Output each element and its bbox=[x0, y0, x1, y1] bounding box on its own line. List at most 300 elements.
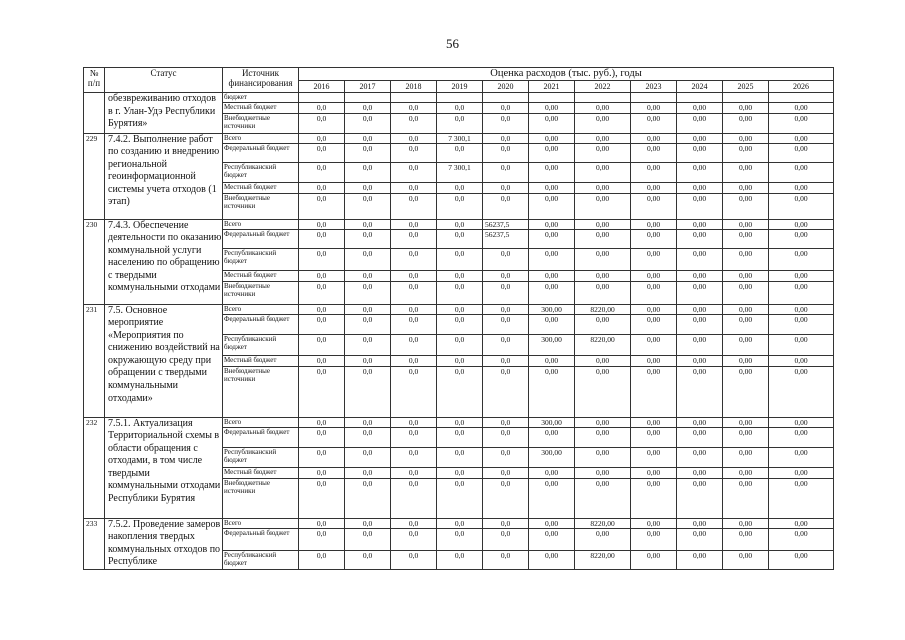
value-cell: 56237,5 bbox=[483, 219, 529, 229]
value-cell: 0,00 bbox=[575, 355, 631, 366]
value-cell: 0,00 bbox=[631, 270, 677, 281]
value-cell: 300,00 bbox=[529, 304, 575, 314]
value-cell bbox=[575, 93, 631, 103]
value-cell: 0,0 bbox=[299, 270, 345, 281]
value-cell: 0,00 bbox=[769, 447, 834, 467]
value-cell: 0,00 bbox=[631, 447, 677, 467]
value-cell: 300,00 bbox=[529, 334, 575, 355]
value-cell: 0,0 bbox=[299, 133, 345, 143]
value-cell: 0,0 bbox=[391, 229, 437, 248]
value-cell: 0,0 bbox=[483, 162, 529, 182]
funding-source: Местный бюджет bbox=[223, 182, 299, 193]
value-cell: 0,0 bbox=[299, 113, 345, 133]
row-number: 230 bbox=[84, 219, 105, 304]
value-cell: 0,00 bbox=[769, 229, 834, 248]
value-cell: 0,00 bbox=[529, 229, 575, 248]
value-cell: 0,0 bbox=[437, 334, 483, 355]
value-cell: 0,00 bbox=[723, 219, 769, 229]
value-cell bbox=[299, 93, 345, 103]
value-cell: 0,00 bbox=[769, 355, 834, 366]
year-header: 2025 bbox=[723, 81, 769, 93]
value-cell: 0,00 bbox=[723, 270, 769, 281]
year-header: 2016 bbox=[299, 81, 345, 93]
year-header: 2026 bbox=[769, 81, 834, 93]
value-cell: 0,0 bbox=[345, 133, 391, 143]
value-cell: 0,00 bbox=[723, 143, 769, 162]
funding-source: Федеральный бюджет bbox=[223, 229, 299, 248]
funding-source: Внебюджетные источники bbox=[223, 281, 299, 304]
year-header: 2022 bbox=[575, 81, 631, 93]
value-cell: 0,0 bbox=[345, 248, 391, 270]
value-cell: 0,00 bbox=[631, 529, 677, 550]
value-cell: 0,00 bbox=[769, 314, 834, 334]
value-cell: 0,0 bbox=[391, 366, 437, 417]
value-cell: 0,00 bbox=[769, 550, 834, 569]
value-cell: 0,0 bbox=[437, 478, 483, 518]
value-cell: 0,00 bbox=[529, 143, 575, 162]
value-cell: 0,0 bbox=[391, 193, 437, 219]
value-cell: 0,0 bbox=[483, 417, 529, 427]
funding-source: Всего bbox=[223, 417, 299, 427]
value-cell: 0,00 bbox=[529, 113, 575, 133]
value-cell: 0,0 bbox=[299, 193, 345, 219]
value-cell: 0,00 bbox=[631, 550, 677, 569]
value-cell: 0,0 bbox=[483, 102, 529, 113]
value-cell: 0,0 bbox=[437, 417, 483, 427]
value-cell: 0,00 bbox=[769, 102, 834, 113]
funding-source: Республиканский бюджет bbox=[223, 162, 299, 182]
value-cell: 0,00 bbox=[575, 248, 631, 270]
value-cell: 0,0 bbox=[483, 270, 529, 281]
value-cell: 0,0 bbox=[345, 102, 391, 113]
value-cell: 0,00 bbox=[723, 193, 769, 219]
value-cell: 0,00 bbox=[529, 427, 575, 447]
value-cell: 0,0 bbox=[437, 304, 483, 314]
value-cell: 0,00 bbox=[529, 281, 575, 304]
value-cell: 0,0 bbox=[345, 304, 391, 314]
value-cell: 0,00 bbox=[529, 467, 575, 478]
value-cell: 0,0 bbox=[437, 467, 483, 478]
value-cell: 0,00 bbox=[529, 518, 575, 529]
value-cell: 0,00 bbox=[575, 529, 631, 550]
value-cell: 0,0 bbox=[391, 248, 437, 270]
value-cell: 0,0 bbox=[345, 447, 391, 467]
value-cell: 0,00 bbox=[575, 113, 631, 133]
value-cell: 0,00 bbox=[769, 366, 834, 417]
value-cell: 0,00 bbox=[631, 304, 677, 314]
value-cell: 0,00 bbox=[723, 467, 769, 478]
value-cell: 0,0 bbox=[345, 113, 391, 133]
value-cell: 0,0 bbox=[391, 113, 437, 133]
value-cell: 8220,00 bbox=[575, 550, 631, 569]
value-cell: 0,00 bbox=[631, 518, 677, 529]
value-cell: 0,00 bbox=[631, 133, 677, 143]
value-cell: 0,00 bbox=[631, 314, 677, 334]
value-cell: 0,00 bbox=[631, 417, 677, 427]
value-cell: 0,00 bbox=[723, 102, 769, 113]
value-cell: 0,00 bbox=[529, 529, 575, 550]
value-cell: 0,00 bbox=[769, 478, 834, 518]
value-cell: 0,0 bbox=[299, 467, 345, 478]
value-cell: 0,00 bbox=[677, 518, 723, 529]
value-cell: 0,00 bbox=[631, 281, 677, 304]
year-header: 2024 bbox=[677, 81, 723, 93]
value-cell: 0,0 bbox=[345, 182, 391, 193]
value-cell: 0,0 bbox=[391, 304, 437, 314]
value-cell: 0,0 bbox=[483, 143, 529, 162]
header-status: Статус bbox=[105, 68, 223, 93]
value-cell: 0,00 bbox=[677, 355, 723, 366]
value-cell: 0,0 bbox=[437, 102, 483, 113]
value-cell: 0,00 bbox=[723, 133, 769, 143]
value-cell: 0,0 bbox=[345, 550, 391, 569]
value-cell: 0,0 bbox=[437, 219, 483, 229]
value-cell: 0,0 bbox=[345, 366, 391, 417]
value-cell: 0,00 bbox=[631, 162, 677, 182]
value-cell: 0,0 bbox=[345, 281, 391, 304]
value-cell: 0,00 bbox=[723, 417, 769, 427]
value-cell: 0,0 bbox=[391, 281, 437, 304]
value-cell: 0,00 bbox=[575, 219, 631, 229]
value-cell bbox=[631, 93, 677, 103]
value-cell: 0,0 bbox=[437, 366, 483, 417]
value-cell: 0,00 bbox=[631, 229, 677, 248]
value-cell: 0,0 bbox=[483, 478, 529, 518]
value-cell: 0,00 bbox=[529, 219, 575, 229]
funding-source: Федеральный бюджет bbox=[223, 143, 299, 162]
year-header: 2023 bbox=[631, 81, 677, 93]
value-cell: 0,00 bbox=[529, 366, 575, 417]
funding-source: Внебюджетные источники bbox=[223, 193, 299, 219]
row-number: 233 bbox=[84, 518, 105, 569]
value-cell: 0,00 bbox=[723, 550, 769, 569]
value-cell: 0,0 bbox=[391, 550, 437, 569]
value-cell: 0,00 bbox=[631, 193, 677, 219]
value-cell: 0,0 bbox=[483, 133, 529, 143]
value-cell: 300,00 bbox=[529, 447, 575, 467]
value-cell bbox=[529, 93, 575, 103]
value-cell: 0,0 bbox=[299, 219, 345, 229]
value-cell: 0,00 bbox=[677, 304, 723, 314]
value-cell: 0,0 bbox=[345, 270, 391, 281]
value-cell: 0,00 bbox=[769, 248, 834, 270]
value-cell: 0,0 bbox=[437, 427, 483, 447]
value-cell bbox=[345, 93, 391, 103]
funding-source: Местный бюджет bbox=[223, 102, 299, 113]
value-cell: 0,00 bbox=[575, 193, 631, 219]
value-cell: 0,00 bbox=[723, 248, 769, 270]
value-cell: 0,00 bbox=[769, 133, 834, 143]
value-cell: 0,0 bbox=[391, 447, 437, 467]
funding-source: Федеральный бюджет bbox=[223, 427, 299, 447]
funding-source: Всего bbox=[223, 133, 299, 143]
value-cell: 0,0 bbox=[391, 427, 437, 447]
value-cell: 0,0 bbox=[299, 417, 345, 427]
value-cell: 0,0 bbox=[483, 281, 529, 304]
status-cell: 7.4.2. Выполнение работ по созданию и внедрению региональной геоинформационной системы учета отходов (1 этап) bbox=[105, 133, 223, 219]
value-cell: 0,0 bbox=[391, 133, 437, 143]
value-cell: 0,0 bbox=[437, 248, 483, 270]
value-cell: 0,00 bbox=[631, 366, 677, 417]
value-cell: 0,0 bbox=[391, 314, 437, 334]
value-cell: 0,00 bbox=[677, 229, 723, 248]
funding-source: бюджет bbox=[223, 93, 299, 103]
value-cell: 0,00 bbox=[631, 355, 677, 366]
table-row bbox=[84, 219, 834, 229]
table-row bbox=[84, 93, 834, 103]
value-cell: 0,00 bbox=[723, 447, 769, 467]
value-cell: 0,00 bbox=[677, 427, 723, 447]
value-cell bbox=[483, 93, 529, 103]
value-cell: 0,00 bbox=[575, 229, 631, 248]
value-cell: 0,0 bbox=[391, 102, 437, 113]
value-cell: 0,00 bbox=[631, 113, 677, 133]
value-cell: 0,00 bbox=[575, 478, 631, 518]
value-cell: 0,00 bbox=[575, 102, 631, 113]
value-cell: 0,0 bbox=[345, 478, 391, 518]
value-cell: 0,0 bbox=[437, 281, 483, 304]
value-cell: 0,00 bbox=[529, 102, 575, 113]
value-cell: 0,00 bbox=[769, 427, 834, 447]
value-cell: 0,00 bbox=[677, 270, 723, 281]
value-cell: 0,0 bbox=[483, 334, 529, 355]
value-cell: 0,00 bbox=[769, 281, 834, 304]
row-number bbox=[84, 93, 105, 134]
value-cell: 0,00 bbox=[677, 550, 723, 569]
value-cell: 0,00 bbox=[529, 248, 575, 270]
value-cell: 0,0 bbox=[345, 427, 391, 447]
value-cell: 0,00 bbox=[677, 334, 723, 355]
value-cell: 0,00 bbox=[723, 314, 769, 334]
value-cell bbox=[723, 93, 769, 103]
value-cell: 0,0 bbox=[483, 366, 529, 417]
value-cell: 0,00 bbox=[529, 193, 575, 219]
value-cell: 0,00 bbox=[575, 314, 631, 334]
value-cell: 7 300,1 bbox=[437, 133, 483, 143]
header-source: Источник финансирования bbox=[223, 68, 299, 93]
value-cell: 0,0 bbox=[437, 182, 483, 193]
value-cell: 0,0 bbox=[391, 270, 437, 281]
value-cell: 0,00 bbox=[677, 478, 723, 518]
value-cell: 0,0 bbox=[345, 518, 391, 529]
status-cell: 7.5. Основное мероприятие «Мероприятия по снижению воздействий на окружающую среду при обращении с твердыми коммунальными отходами» bbox=[105, 304, 223, 417]
year-header: 2017 bbox=[345, 81, 391, 93]
status-cell: обезвреживанию отходов в г. Улан-Удэ Республики Бурятия» bbox=[105, 93, 223, 134]
value-cell: 0,00 bbox=[575, 133, 631, 143]
value-cell: 0,00 bbox=[723, 162, 769, 182]
value-cell: 0,00 bbox=[575, 143, 631, 162]
value-cell: 0,00 bbox=[677, 219, 723, 229]
funding-source: Всего bbox=[223, 304, 299, 314]
value-cell: 0,00 bbox=[677, 143, 723, 162]
value-cell: 0,0 bbox=[483, 529, 529, 550]
year-header: 2021 bbox=[529, 81, 575, 93]
value-cell bbox=[437, 93, 483, 103]
value-cell: 0,0 bbox=[391, 478, 437, 518]
value-cell: 0,0 bbox=[345, 162, 391, 182]
value-cell: 0,00 bbox=[575, 182, 631, 193]
value-cell: 0,00 bbox=[575, 447, 631, 467]
value-cell: 0,0 bbox=[345, 355, 391, 366]
funding-source: Местный бюджет bbox=[223, 270, 299, 281]
value-cell: 0,0 bbox=[437, 270, 483, 281]
value-cell: 0,0 bbox=[299, 162, 345, 182]
value-cell: 0,00 bbox=[529, 314, 575, 334]
funding-source: Федеральный бюджет bbox=[223, 314, 299, 334]
value-cell: 0,0 bbox=[437, 143, 483, 162]
value-cell bbox=[677, 93, 723, 103]
value-cell: 0,00 bbox=[631, 248, 677, 270]
value-cell: 0,00 bbox=[723, 304, 769, 314]
value-cell: 0,00 bbox=[769, 182, 834, 193]
value-cell: 0,00 bbox=[575, 162, 631, 182]
value-cell: 0,0 bbox=[345, 529, 391, 550]
value-cell: 8220,00 bbox=[575, 304, 631, 314]
value-cell: 0,0 bbox=[437, 229, 483, 248]
value-cell: 0,0 bbox=[345, 229, 391, 248]
value-cell: 0,0 bbox=[391, 162, 437, 182]
value-cell: 0,0 bbox=[299, 366, 345, 417]
value-cell: 0,0 bbox=[299, 334, 345, 355]
value-cell: 0,0 bbox=[483, 427, 529, 447]
value-cell: 0,00 bbox=[575, 427, 631, 447]
funding-source: Республиканский бюджет bbox=[223, 447, 299, 467]
value-cell: 0,00 bbox=[677, 193, 723, 219]
value-cell: 0,0 bbox=[483, 182, 529, 193]
value-cell: 0,00 bbox=[529, 550, 575, 569]
value-cell: 0,00 bbox=[677, 467, 723, 478]
value-cell: 0,00 bbox=[677, 182, 723, 193]
row-number: 232 bbox=[84, 417, 105, 518]
value-cell: 0,00 bbox=[769, 270, 834, 281]
value-cell: 0,0 bbox=[483, 304, 529, 314]
funding-source: Республиканский бюджет bbox=[223, 334, 299, 355]
value-cell: 0,0 bbox=[391, 143, 437, 162]
value-cell: 0,00 bbox=[769, 529, 834, 550]
value-cell: 0,00 bbox=[769, 162, 834, 182]
value-cell: 0,00 bbox=[723, 478, 769, 518]
value-cell: 0,00 bbox=[723, 229, 769, 248]
value-cell: 0,00 bbox=[677, 529, 723, 550]
funding-source: Внебюджетные источники bbox=[223, 478, 299, 518]
value-cell: 0,0 bbox=[299, 427, 345, 447]
value-cell: 0,0 bbox=[437, 314, 483, 334]
value-cell: 0,00 bbox=[631, 143, 677, 162]
value-cell: 0,0 bbox=[391, 467, 437, 478]
value-cell: 0,00 bbox=[723, 427, 769, 447]
header-num: № п/п bbox=[84, 68, 105, 93]
value-cell: 0,00 bbox=[529, 133, 575, 143]
value-cell: 0,00 bbox=[769, 417, 834, 427]
value-cell: 0,00 bbox=[723, 113, 769, 133]
value-cell: 0,00 bbox=[723, 366, 769, 417]
page-number: 56 bbox=[446, 36, 459, 51]
value-cell: 0,0 bbox=[437, 355, 483, 366]
funding-source: Местный бюджет bbox=[223, 355, 299, 366]
value-cell: 0,0 bbox=[483, 355, 529, 366]
value-cell: 0,0 bbox=[299, 102, 345, 113]
value-cell: 0,0 bbox=[483, 113, 529, 133]
value-cell: 0,0 bbox=[299, 529, 345, 550]
value-cell: 0,00 bbox=[677, 102, 723, 113]
value-cell: 0,0 bbox=[437, 518, 483, 529]
value-cell: 0,0 bbox=[391, 334, 437, 355]
funding-source: Республиканский бюджет bbox=[223, 550, 299, 569]
budget-table bbox=[83, 67, 834, 570]
value-cell: 0,00 bbox=[575, 467, 631, 478]
value-cell: 0,00 bbox=[723, 529, 769, 550]
value-cell: 0,00 bbox=[529, 270, 575, 281]
value-cell: 0,00 bbox=[529, 162, 575, 182]
value-cell: 0,0 bbox=[437, 113, 483, 133]
funding-source: Внебюджетные источники bbox=[223, 113, 299, 133]
value-cell: 0,00 bbox=[575, 417, 631, 427]
value-cell: 0,0 bbox=[483, 467, 529, 478]
value-cell: 0,0 bbox=[299, 447, 345, 467]
value-cell: 0,0 bbox=[299, 281, 345, 304]
value-cell: 0,0 bbox=[299, 304, 345, 314]
table-body bbox=[84, 93, 834, 570]
funding-source: Местный бюджет bbox=[223, 467, 299, 478]
funding-source: Внебюджетные источники bbox=[223, 366, 299, 417]
value-cell: 0,0 bbox=[299, 518, 345, 529]
value-cell: 0,0 bbox=[483, 314, 529, 334]
value-cell: 0,0 bbox=[483, 248, 529, 270]
status-cell: 7.5.1. Актуализация Территориальной схемы в области обращения с отходами, в том числе твердыми коммунальными отходами Республики Бурятия bbox=[105, 417, 223, 518]
value-cell: 0,00 bbox=[529, 355, 575, 366]
value-cell bbox=[391, 93, 437, 103]
value-cell: 0,0 bbox=[299, 229, 345, 248]
value-cell bbox=[769, 93, 834, 103]
value-cell: 0,0 bbox=[483, 193, 529, 219]
value-cell: 0,00 bbox=[677, 162, 723, 182]
value-cell: 0,00 bbox=[631, 182, 677, 193]
table-row bbox=[84, 518, 834, 529]
value-cell: 0,00 bbox=[677, 248, 723, 270]
value-cell: 0,00 bbox=[769, 334, 834, 355]
value-cell: 0,00 bbox=[769, 193, 834, 219]
value-cell: 0,0 bbox=[345, 314, 391, 334]
value-cell: 0,0 bbox=[391, 529, 437, 550]
value-cell: 0,00 bbox=[631, 478, 677, 518]
table-row bbox=[84, 133, 834, 143]
value-cell: 300,00 bbox=[529, 417, 575, 427]
value-cell: 56237,5 bbox=[483, 229, 529, 248]
value-cell: 0,0 bbox=[345, 193, 391, 219]
value-cell: 8220,00 bbox=[575, 518, 631, 529]
value-cell: 0,00 bbox=[723, 334, 769, 355]
value-cell: 0,00 bbox=[631, 427, 677, 447]
value-cell: 0,00 bbox=[575, 270, 631, 281]
value-cell: 0,00 bbox=[677, 314, 723, 334]
year-header: 2019 bbox=[437, 81, 483, 93]
table-row bbox=[84, 304, 834, 314]
value-cell: 0,00 bbox=[677, 417, 723, 427]
value-cell: 0,00 bbox=[575, 366, 631, 417]
value-cell: 0,0 bbox=[299, 550, 345, 569]
value-cell: 0,0 bbox=[483, 447, 529, 467]
value-cell: 0,0 bbox=[437, 447, 483, 467]
header-estimate: Оценка расходов (тыс. руб.), годы bbox=[299, 68, 834, 81]
value-cell: 0,0 bbox=[391, 219, 437, 229]
value-cell: 0,0 bbox=[391, 182, 437, 193]
value-cell: 0,00 bbox=[769, 143, 834, 162]
value-cell: 0,00 bbox=[769, 304, 834, 314]
value-cell: 0,00 bbox=[631, 219, 677, 229]
header-row bbox=[84, 68, 834, 81]
value-cell: 0,00 bbox=[677, 281, 723, 304]
value-cell: 0,00 bbox=[575, 281, 631, 304]
